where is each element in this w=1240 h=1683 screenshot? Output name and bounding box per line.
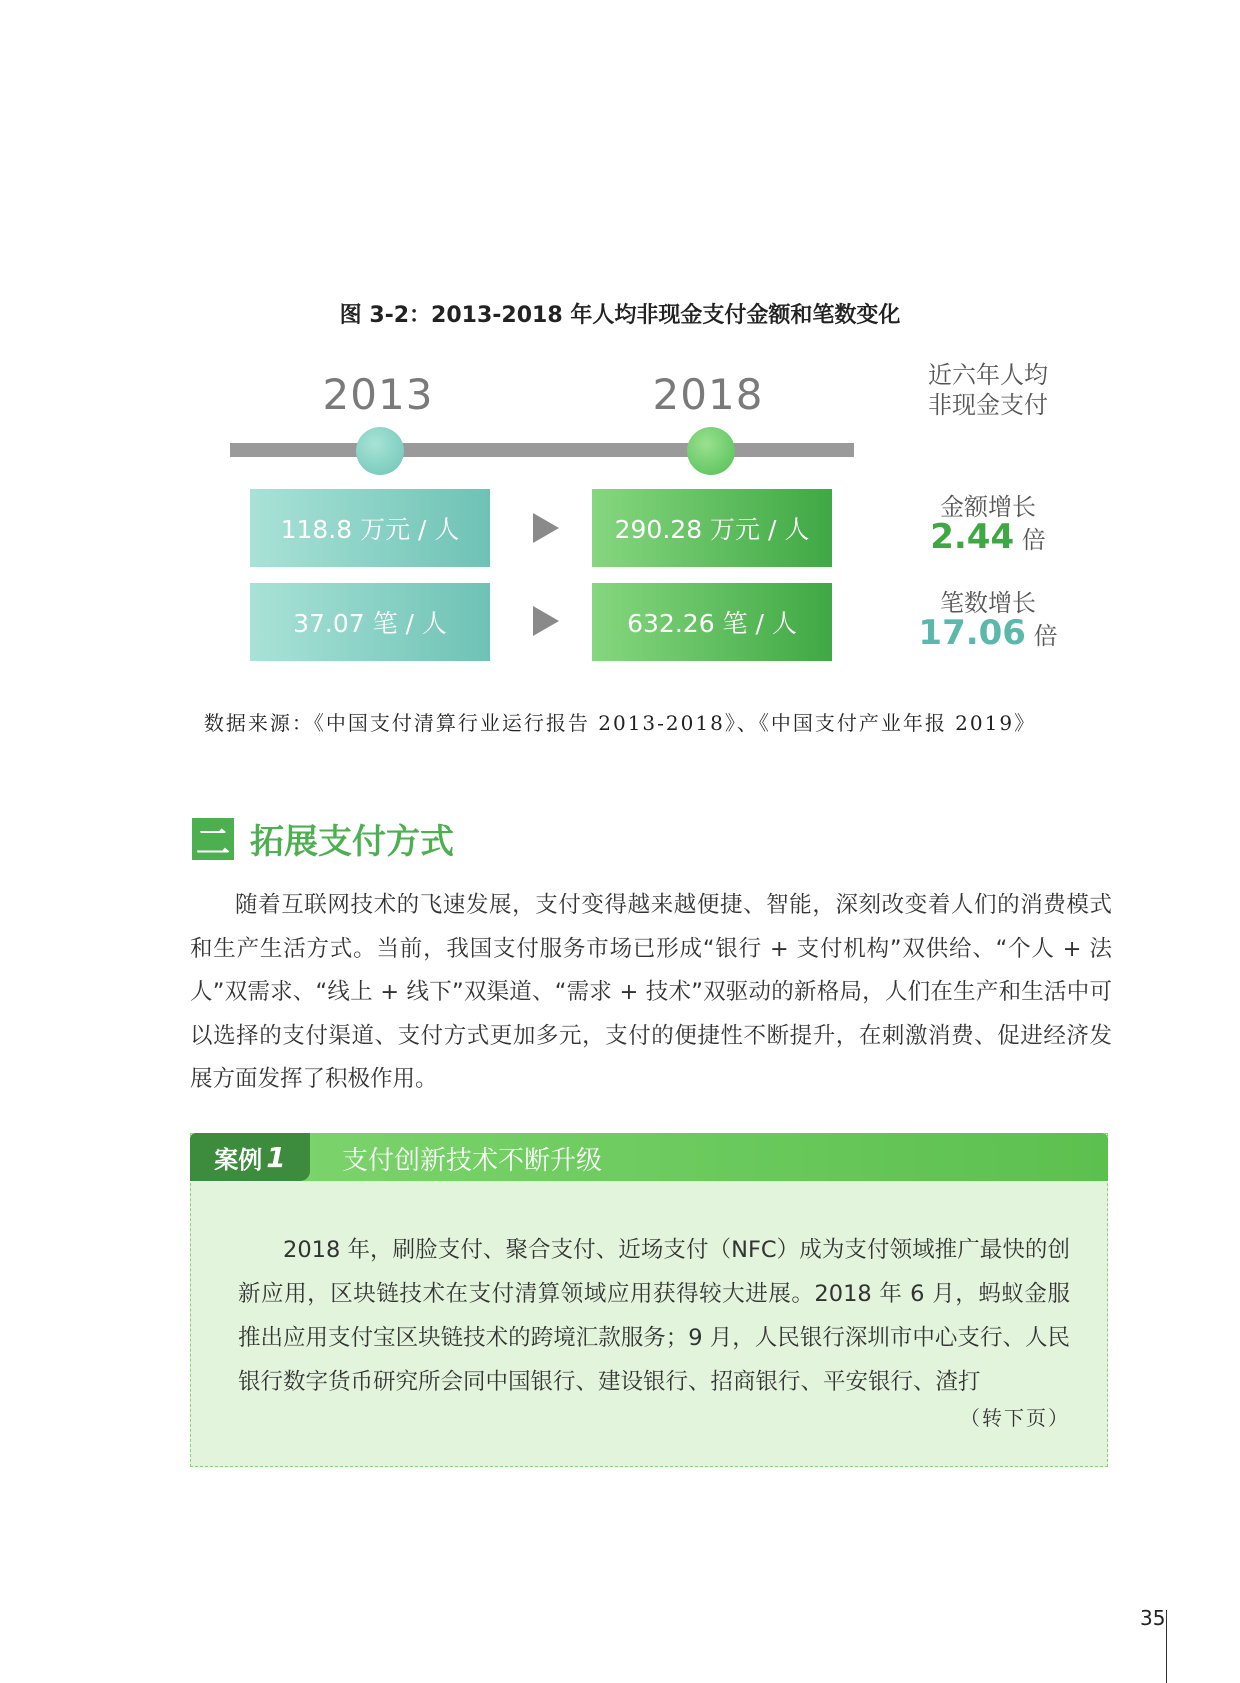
case-tag-label: 案例 [214,1145,263,1174]
count-growth-label: 笔数增长 [940,589,1036,617]
case-title: 支付创新技术不断升级 [342,1146,603,1176]
case-text: 2018 年，刷脸支付、聚合支付、近场支付（NFC）成为支付领域推广最快的创新应用，区块链技术在支付清算领域应用获得较大进展。2018 年 6 月，蚂蚁金服推出应用支付宝区块链技术的跨境汇款服务；9 月，人民银行深圳市中心支行、人民银行数字货币研究所会同中国银行、建设银行、招商银行、平安银行、渣打 [238,1237,1070,1395]
count-2013-box: 37.07 笔 / 人 [250,583,490,661]
amount-growth-unit: 倍 [1021,526,1046,554]
side-heading [898,360,1078,420]
amount-growth [898,492,1078,555]
side-heading-line1: 近六年人均 [928,361,1048,389]
case-tag-number: 1 [266,1140,286,1174]
count-2018-box: 632.26 笔 / 人 [592,583,832,661]
timeline-dot-2013 [356,427,404,475]
year-2018-label: 2018 [652,370,764,419]
continued-note: （转下页） [960,1406,1070,1430]
amount-growth-value: 2.44 [930,517,1015,557]
amount-growth-label: 金额增长 [940,493,1036,521]
side-heading-line2: 非现金支付 [928,391,1048,419]
timeline-bar [230,443,854,457]
case-header-bar [190,1133,1108,1181]
arrow-right-icon [533,606,559,636]
case-tag [190,1133,310,1181]
section-number-badge: 二 [192,818,234,860]
section-title: 拓展支付方式 [250,822,454,862]
case-body [238,1228,1070,1404]
year-2013-label: 2013 [322,370,434,419]
count-growth [898,588,1078,651]
count-growth-value: 17.06 [918,613,1026,653]
paragraph-text: 随着互联网技术的飞速发展，支付变得越来越便捷、智能，深刻改变着人们的消费模式和生产生活方式。当前，我国支付服务市场已形成“银行 + 支付机构”双供给、“个人 + 法人”双需求、“线上 + 线下”双渠道、“需求 + 技术”双驱动的新格局，人们在生产和生活中可以选择的支付渠道、支付方式更加多元，支付的便捷性不断提升，在刺激消费、促进经济发展方面发挥了积极作用。 [190,892,1112,1092]
arrow-right-icon [533,513,559,543]
page-number: 35 [1140,1606,1166,1630]
amount-2018-box: 290.28 万元 / 人 [592,489,832,567]
amount-2013-box: 118.8 万元 / 人 [250,489,490,567]
figure-title: 图 3-2：2013-2018 年人均非现金支付金额和笔数变化 [339,303,901,328]
count-growth-unit: 倍 [1033,622,1058,650]
section-paragraph [190,884,1112,1102]
page-number-rule [1166,1610,1167,1683]
timeline-dot-2018 [687,427,735,475]
data-source: 数据来源：《中国支付清算行业运行报告 2013-2018》、《中国支付产业年报 2019》 [203,711,1037,735]
